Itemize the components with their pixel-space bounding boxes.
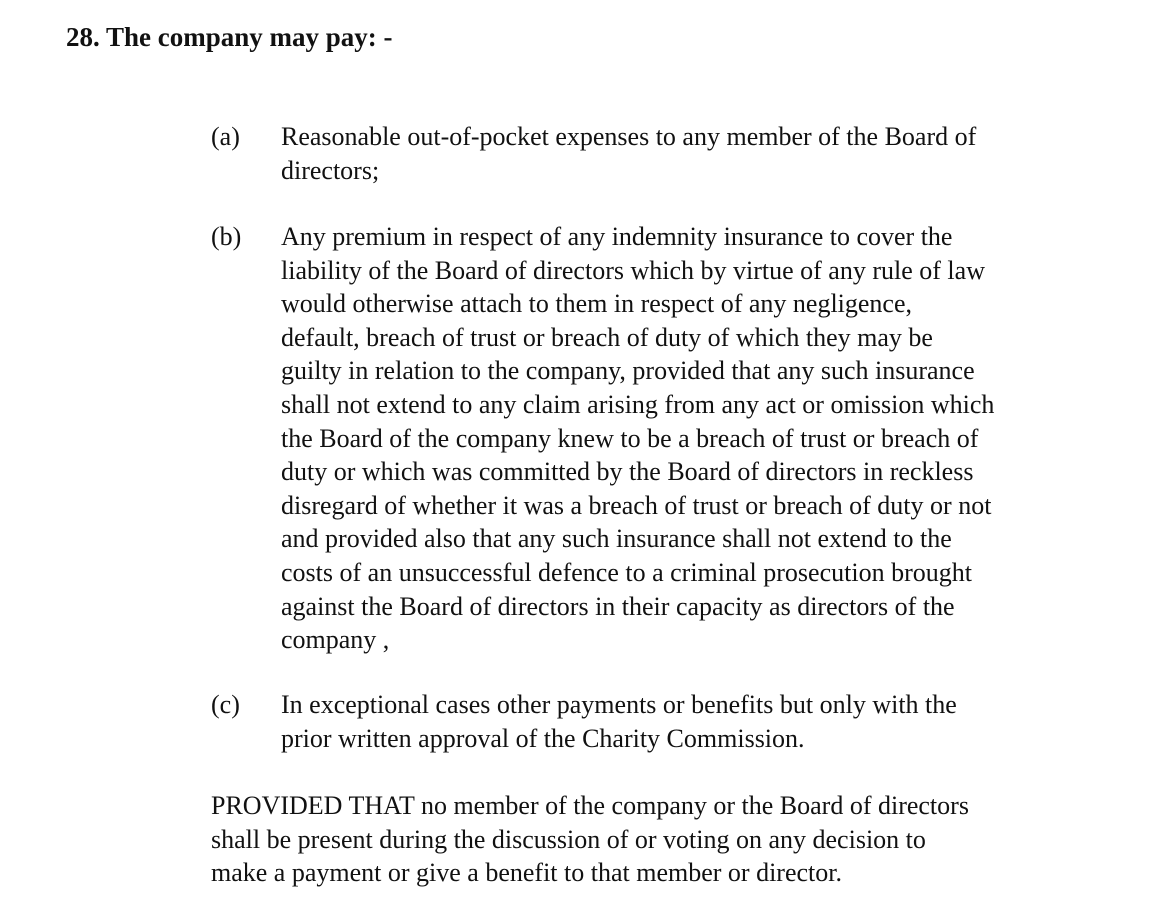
- text-line: and provided also that any such insurance shall not extend to the: [281, 524, 952, 554]
- text-line: disregard of whether it was a breach of trust or breach of duty or not: [281, 490, 992, 520]
- text-line: Reasonable out-of-pocket expenses to any member of the Board of: [281, 122, 977, 151]
- proviso-paragraph: [211, 789, 969, 890]
- text-line: costs of an unsuccessful defence to a criminal prosecution brought: [281, 557, 972, 587]
- text-line: liability of the Board of directors which by virtue of any rule of law: [281, 255, 985, 285]
- text-line: company ,: [281, 625, 390, 655]
- item-marker: (a): [211, 122, 240, 151]
- text-line: would otherwise attach to them in respect of any negligence,: [281, 289, 913, 319]
- text-line: In exceptional cases other payments or benefits but only with the: [281, 690, 957, 719]
- text-line: prior written approval of the Charity Commission.: [281, 723, 805, 753]
- text-line: directors;: [281, 155, 380, 185]
- text-line: against the Board of directors in their capacity as directors of the: [281, 591, 955, 621]
- item-text: [281, 220, 994, 657]
- text-line: PROVIDED THAT no member of the company or the Board of directors: [211, 791, 969, 820]
- clause-heading: 28. The company may pay: -: [66, 22, 393, 52]
- text-line: the Board of the company knew to be a breach of trust or breach of: [281, 423, 979, 453]
- item-marker: (b): [211, 222, 242, 251]
- text-line: duty or which was committed by the Board of directors in reckless: [281, 457, 974, 487]
- text-line: Any premium in respect of any indemnity insurance to cover the: [281, 222, 953, 251]
- item-text: [281, 688, 957, 755]
- text-line: default, breach of trust or breach of duty of which they may be: [281, 322, 933, 352]
- item-marker: (c): [211, 690, 240, 719]
- text-line: make a payment or give a benefit to that member or director.: [211, 858, 842, 888]
- text-line: shall be present during the discussion of or voting on any decision to: [211, 824, 926, 854]
- text-line: guilty in relation to the company, provided that any such insurance: [281, 356, 975, 386]
- text-line: shall not extend to any claim arising from any act or omission which: [281, 389, 995, 419]
- item-text: [281, 120, 976, 187]
